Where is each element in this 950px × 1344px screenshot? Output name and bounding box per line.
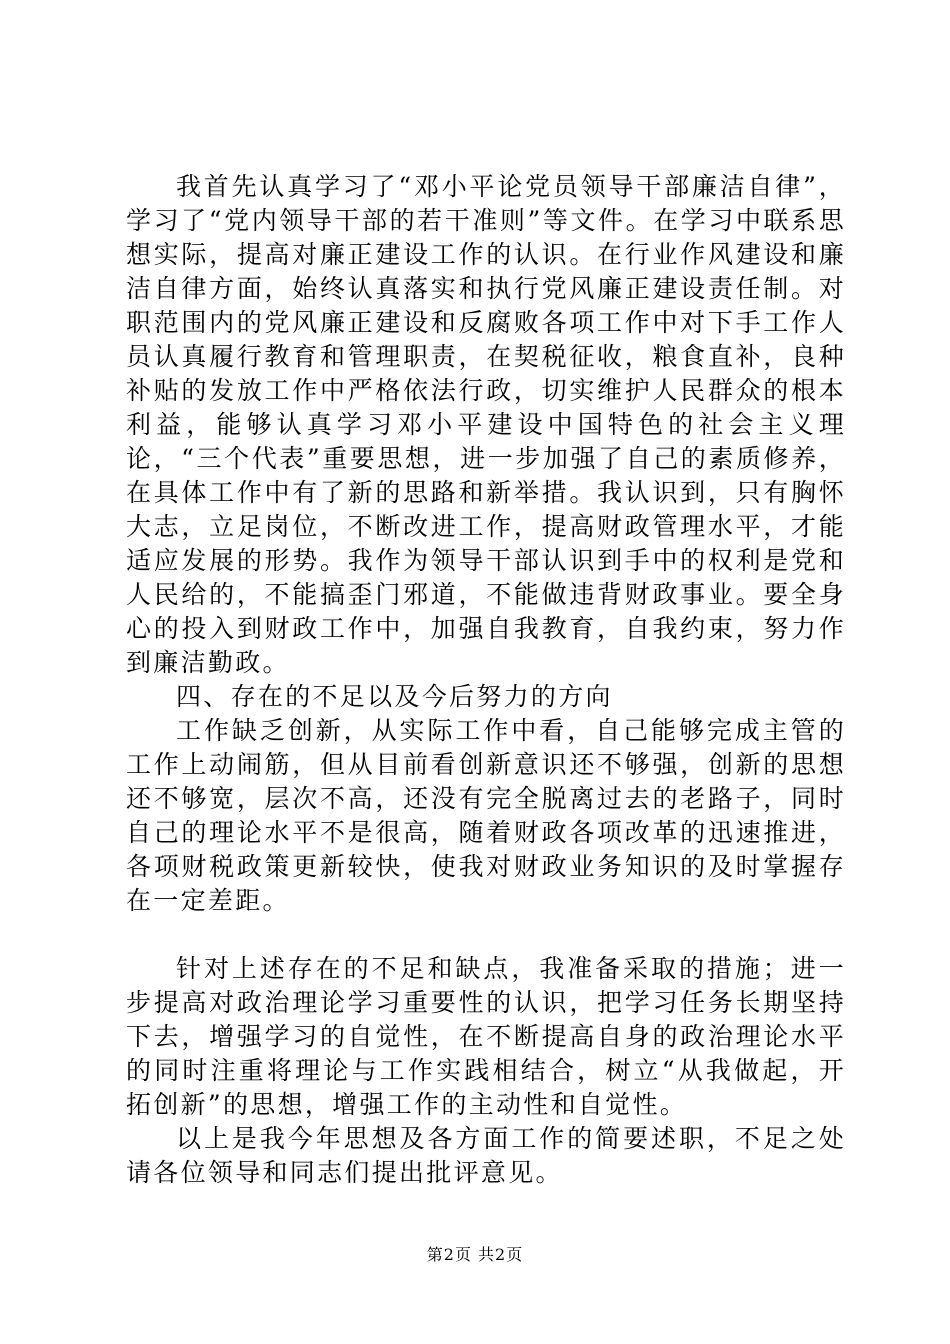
paragraph-lack-of-innovation: 工作缺乏创新，从实际工作中看，自己能够完成主管的工作上动闹筋，但从目前看创新意识还不够强，创新的思想还不够宽，层次不高，还没有完全脱离过去的老路子，同时自己的理论水平不是很高，随着财政各项改革的迅速推进，各项财税政策更新较快，使我对财政业务知识的及时掌握存在一定差距。: [126, 716, 846, 915]
section-heading-shortcomings: 四、存在的不足以及今后努力的方向: [176, 682, 613, 711]
paragraph-closing-remarks: 以上是我今年思想及各方面工作的简要述职，不足之处请各位领导和同志们提出批评意见。: [126, 1124, 846, 1187]
paragraph-integrity-study: 我首先认真学习了“邓小平论党员领导干部廉洁自律”，学习了“党内领导干部的若干准则”等文件。在学习中联系思想实际，提高对廉正建设工作的认识。在行业作风建设和廉洁自律方面，始终认真落实和执行党风廉正建设责任制。对职范围内的党风廉正建设和反腐败各项工作中对下手工作人员认真履行教育和管理职责，在契税征收，粮食直补，良种补贴的发放工作中严格依法行政，切实维护人民群众的根本利益，能够认真学习邓小平建设中国特色的社会主义理论，“三个代表”重要思想，进一步加强了自己的素质修养，在具体工作中有了新的思路和新举措。我认识到，只有胸怀大志，立足岗位，不断改进工作，提高财政管理水平，才能适应发展的形势。我作为领导干部认识到手中的权利是党和人民给的，不能搞歪门邪道，不能做违背财政事业。要全身心的投入到财政工作中，加强自我教育，自我约束，努力作到廉洁勤政。: [126, 172, 846, 677]
document-body: [126, 170, 846, 1190]
page-number-footer: 第2页 共2页: [426, 1245, 524, 1264]
paragraph-improvement-measures: 针对上述存在的不足和缺点，我准备采取的措施；进一步提高对政治理论学习重要性的认识，把学习任务长期坚持下去，增强学习的自觉性，在不断提高自身的政治理论水平的同时注重将理论与工作实践相结合，树立“从我做起，开拓创新”的思想，增强工作的主动性和自觉性。: [126, 954, 846, 1119]
